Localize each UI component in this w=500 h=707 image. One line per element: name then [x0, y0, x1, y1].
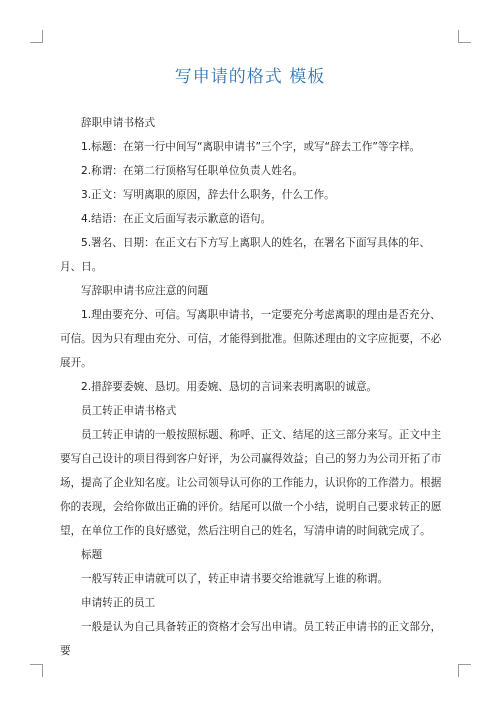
paragraph: 4.结语：在正文后面写表示歉意的语句。	[81, 213, 272, 225]
section-heading: 标题	[81, 549, 103, 561]
paragraph: 2.措辞要委婉、恳切。用委婉、恳切的言词来表明离职的诚意。	[81, 381, 378, 393]
section-heading: 申请转正的员工	[81, 597, 156, 609]
section-heading: 员工转正申请书格式	[81, 405, 177, 417]
section-heading: 写辞职申请书应注意的问题	[81, 285, 209, 297]
paragraph: 3.正文：写明离职的原因，辞去什么职务，什么工作。	[81, 189, 335, 201]
paragraph: 员工转正申请的一般按照标题、称呼、正文、结尾的这三部分来写。正文中主要写自己设计的项目得到客户好评，为公司赢得效益；自己的努力为公司开拓了市场，提高了企业知名度。让公司领导认可你的工作能力，认识你的工作潜力。根据你的表现，会给你做出正确的评价。结尾可以做一个小结，说明自己要求转正的愿望，在单位工作的良好感觉，然后注明自己的姓名，写清申请的时间就完成了。	[60, 429, 442, 537]
section-heading: 辞职申请书格式	[81, 117, 156, 129]
paragraph: 2.称谓：在第二行顶格写任职单位负责人姓名。	[81, 165, 303, 177]
document-body	[60, 111, 446, 663]
paragraph: 5.署名、日期：在正文右下方写上离职人的姓名，在署名下面写具体的年、月、日。	[60, 237, 431, 273]
paragraph: 一般是认为自己具备转正的资格才会写出申请。员工转正申请书的正文部分，要	[60, 621, 442, 657]
paragraph: 一般写转正申请就可以了，转正申请书要交给谁就写上谁的称谓。	[81, 573, 389, 585]
crop-mark-bottom-left	[30, 664, 43, 677]
crop-mark-top-left	[30, 30, 43, 43]
paragraph: 1.标题：在第一行中间写“离职申请书”三个字，或写“辞去工作”等字样。	[81, 141, 421, 153]
crop-mark-bottom-right	[458, 664, 471, 677]
crop-mark-top-right	[458, 30, 471, 43]
document-title: 写申请的格式 模板	[174, 67, 326, 87]
paragraph: 1.理由要充分、可信。写离职申请书，一定要充分考虑离职的理由是否充分、可信。因为只有理由充分、可信，才能得到批准。但陈述理由的文字应扼要，不必展开。	[60, 309, 442, 369]
